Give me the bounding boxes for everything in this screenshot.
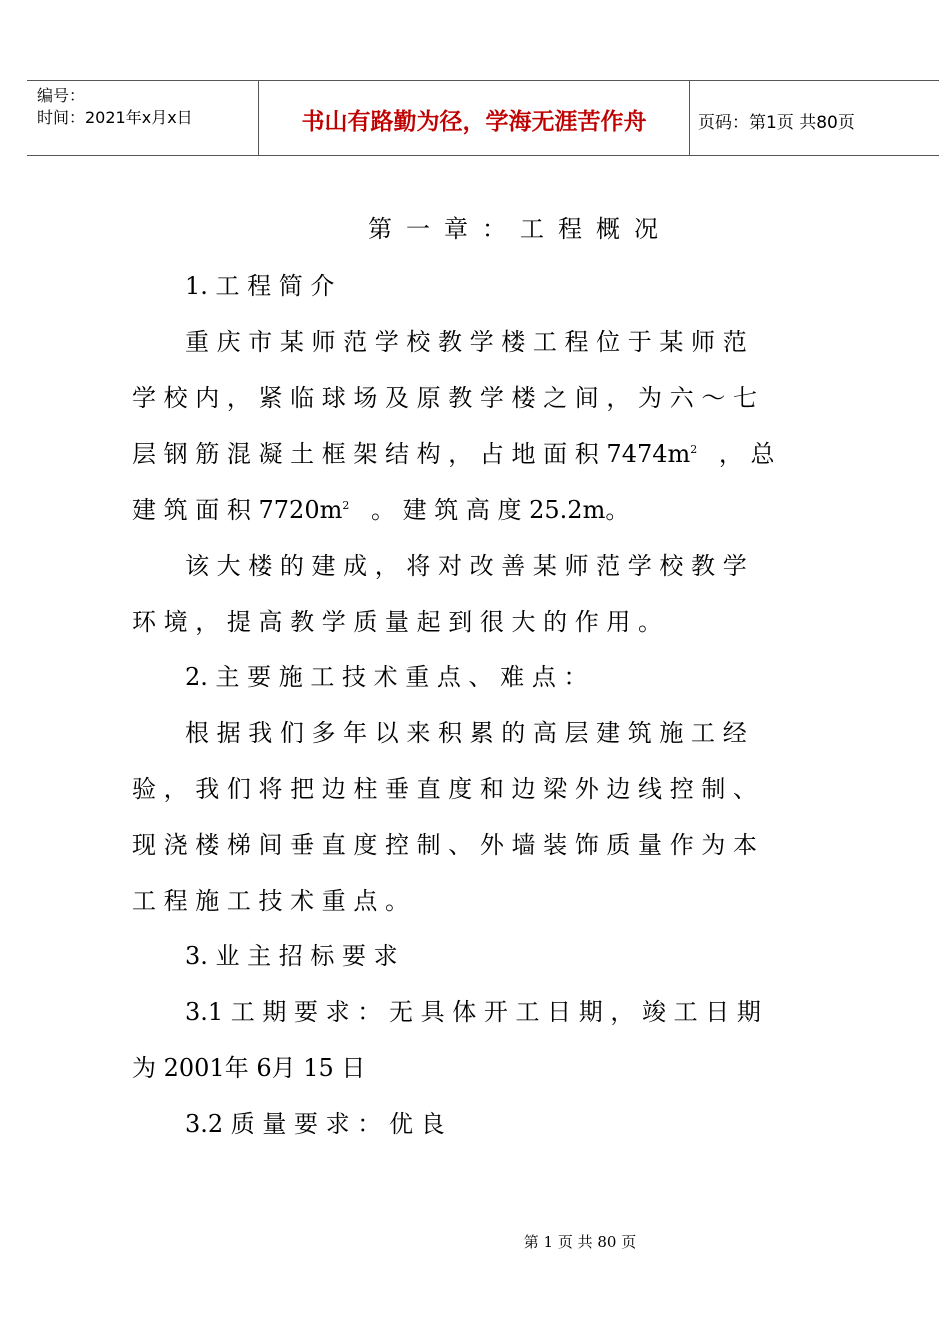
line-text: 建 筑 面 积 7720m — [132, 496, 343, 524]
header-page-cell — [690, 81, 939, 155]
paragraph-line: 3.2 质 量 要 求 ： 优 良 — [185, 1110, 445, 1138]
paragraph-line: 学 校 内 ， 紧 临 球 场 及 原 教 学 楼 之 间 ， 为 六 ～ 七 — [132, 384, 757, 412]
paragraph-line — [132, 434, 775, 469]
section-heading-2: 2. 主 要 施 工 技 术 重 点 、 难 点 ： — [185, 663, 588, 691]
paragraph-line: 为 2001年 6月 15 日 — [132, 1054, 366, 1082]
motto-text: 书山有路勤为径，学海无涯苦作舟 — [301, 108, 647, 135]
header-meta-cell — [27, 81, 259, 155]
header-motto-cell — [259, 81, 690, 155]
paragraph-line: 工 程 施 工 技 术 重 点 。 — [132, 887, 410, 915]
paragraph-line: 重 庆 市 某 师 范 学 校 教 学 楼 工 程 位 于 某 师 范 — [185, 328, 747, 356]
paragraph-line: 3.1 工 期 要 求 ： 无 具 体 开 工 日 期 ， 竣 工 日 期 — [185, 998, 761, 1026]
document-header — [27, 80, 939, 156]
paragraph-line: 环 境 ， 提 高 教 学 质 量 起 到 很 大 的 作 用 。 — [132, 608, 663, 636]
chapter-title: 第一章：工程概况 — [368, 215, 672, 243]
line-text: 层 钢 筋 混 凝 土 框 架 结 构 ， 占 地 面 积 7474m — [132, 440, 691, 468]
paragraph-line — [132, 490, 629, 525]
number-label: 编号： — [37, 86, 86, 105]
page-footer: 第 1 页 共 80 页 — [523, 1233, 637, 1251]
superscript: 2 — [342, 499, 350, 512]
section-heading-1: 1. 工 程 简 介 — [185, 272, 335, 300]
superscript: 2 — [690, 443, 698, 456]
paragraph-line: 根 据 我 们 多 年 以 来 积 累 的 高 层 建 筑 施 工 经 — [185, 719, 747, 747]
paragraph-line: 该 大 楼 的 建 成 ， 将 对 改 善 某 师 范 学 校 教 学 — [185, 552, 747, 580]
paragraph-line: 现 浇 楼 梯 间 垂 直 度 控 制 、 外 墙 装 饰 质 量 作 为 本 — [132, 831, 757, 859]
line-text: 。 建 筑 高 度 25.2m。 — [371, 496, 630, 524]
page-info: 页码：第1页 共80页 — [698, 113, 855, 133]
line-text: ， 总 — [718, 440, 775, 468]
paragraph-line: 验 ， 我 们 将 把 边 柱 垂 直 度 和 边 梁 外 边 线 控 制 、 — [132, 775, 757, 803]
time-label: 时间：2021年x月x日 — [37, 108, 193, 127]
section-heading-3: 3. 业 主 招 标 要 求 — [185, 942, 398, 970]
